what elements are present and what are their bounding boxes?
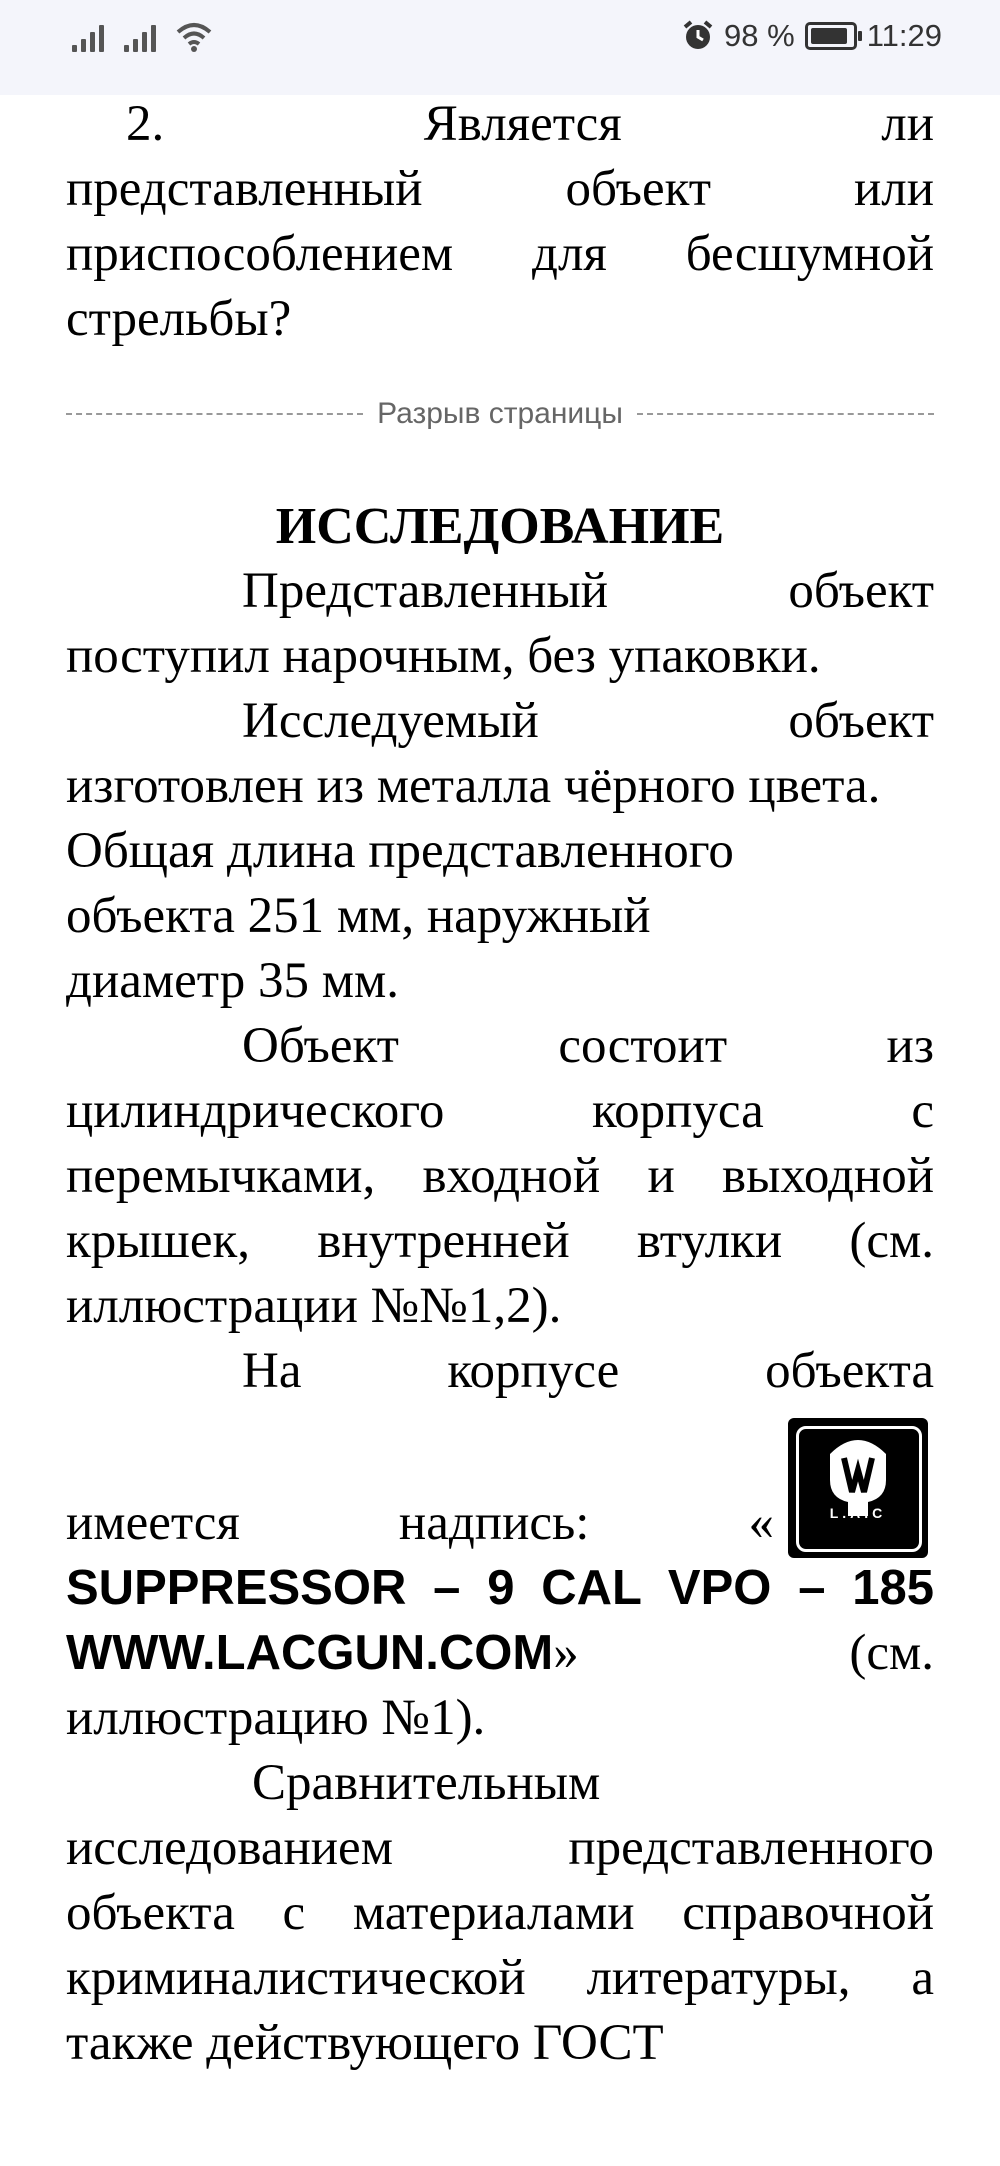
wifi-icon: [176, 22, 212, 52]
paragraph-packaging: Представленный объект поступил нарочным, без упаковки.: [66, 563, 934, 684]
inscription-logo-line: [66, 1404, 934, 1556]
status-left-icons: [72, 18, 212, 52]
inscription-line2: [66, 1621, 934, 1686]
question-2-line1: [66, 92, 934, 157]
inscription-text-2: WWW.LACGUN.COM: [66, 1626, 554, 1680]
clock-time: 11:29: [866, 18, 942, 53]
question-word: Является: [423, 96, 622, 152]
paragraph-material: Исследуемый объект изготовлен из металла чёрного цвета.: [66, 693, 934, 814]
battery-percent: 98 %: [724, 18, 795, 53]
inscription-text-1: SUPPRESSOR – 9 CAL VPO – 185: [66, 1561, 934, 1615]
paragraph-dimensions-line2: объекта 251 мм, наружный: [66, 888, 651, 944]
paragraph-dimensions-line3: диаметр 35 мм.: [66, 953, 399, 1009]
paragraph-comparison: исследованием представленного объекта с материалами справочной криминалистической литературы, а также действующего ГОСТ: [66, 1820, 934, 2071]
page-break-dash-left: [66, 413, 363, 415]
page-break: [66, 394, 934, 434]
page-break-dash-right: [637, 413, 934, 415]
battery-icon: [805, 22, 857, 50]
inscription-reference: (см.: [849, 1625, 934, 1681]
document-content: [66, 92, 934, 2076]
alarm-icon: [682, 20, 714, 52]
inscription-intro: имеется надпись: «: [66, 1495, 774, 1551]
paragraph-dimensions-line1: Общая длина представленного: [66, 823, 734, 879]
section-heading: ИССЛЕДОВАНИЕ: [275, 498, 725, 555]
lac-logo-image: [788, 1418, 928, 1558]
question-number: 2.: [126, 96, 165, 152]
inscription-reference-end: иллюстрацию №1).: [66, 1690, 486, 1746]
logo-text: L.A.C: [829, 1505, 887, 1521]
paragraph-composition: Объект состоит из цилиндрического корпуса с перемычками, входной и выходной крышек, внутренней втулки (см. иллюстрации №№1,2).: [66, 1018, 934, 1334]
question-2-text: представленный объект или приспособлением для бесшумной стрельбы?: [66, 161, 934, 347]
status-bar: [0, 0, 1000, 95]
page-break-label: Разрыв страницы: [377, 397, 623, 430]
paragraph-comparison-first: Сравнительным: [252, 1755, 601, 1811]
status-right-icons: [682, 14, 942, 58]
question-word-end: ли: [881, 96, 935, 152]
signal-icon-sim1: [72, 22, 104, 52]
inscription-close-quote: »: [553, 1625, 579, 1681]
inscription-line1: [66, 1556, 934, 1621]
signal-icon-sim2: [124, 22, 156, 52]
paragraph-inscription-line1: На корпусе объекта: [242, 1343, 934, 1399]
